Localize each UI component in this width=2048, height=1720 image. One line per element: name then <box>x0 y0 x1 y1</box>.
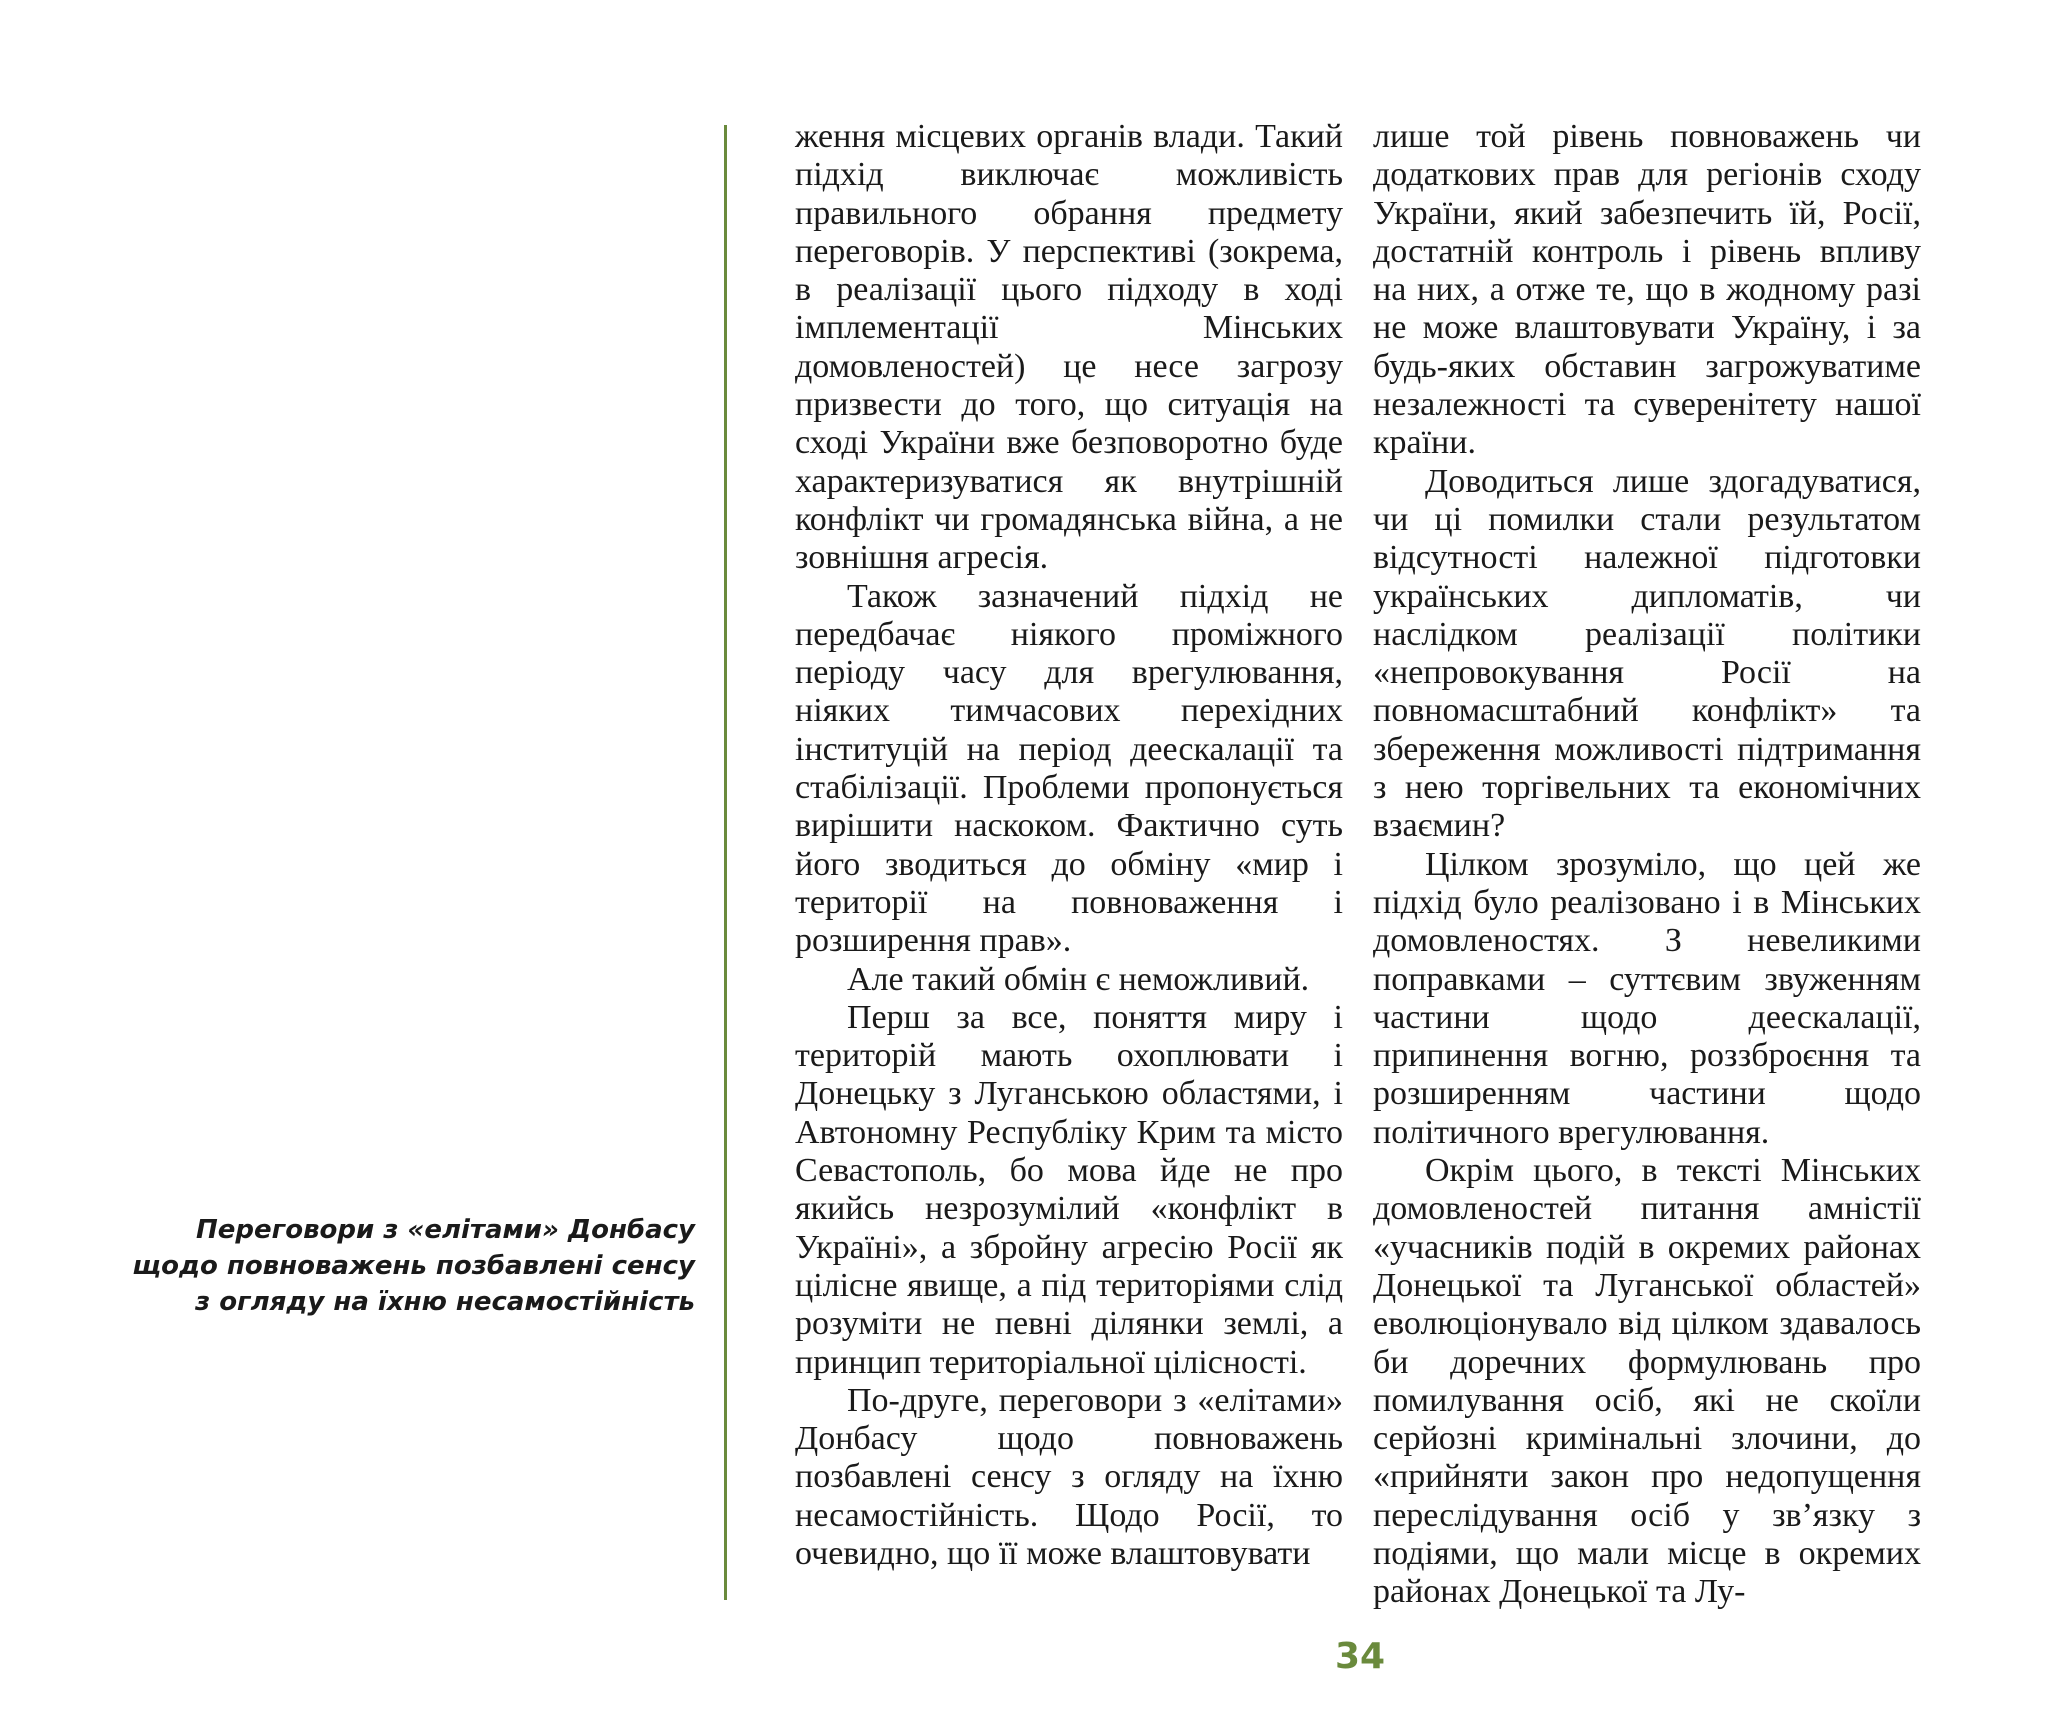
paragraph: По-друге, переговори з «елітами» Донбасу щодо повноважень позбавлені сенсу з огляду на їхню несамостійність. Щодо Росії, то очевидно, що її може влаштовувати <box>795 1381 1343 1572</box>
paragraph: Також зазначений підхід не передбачає ніякого проміжного періоду часу для врегулювання, ніяких тимчасових перехідних інституцій на період деескалації та стабілізації. Проблеми пропонується вирішити наскоком. Фактично суть його зводиться до обміну «мир і території на повноваження і розширення прав». <box>795 577 1343 960</box>
paragraph: ження місцевих органів влади. Такий підхід виключає можливість правильного обрання предмету переговорів. У перспективі (зокрема, в реалізації цього підходу в ході імплементації Мінських домовленостей) це несе загрозу призвести до того, що ситуація на сході України вже безповоротно буде характеризуватися як внутрішній конфлікт чи громадянська війна, а не зовнішня агресія. <box>795 118 1343 577</box>
paragraph: Доводиться лише здогадуватися, чи ці помилки стали результатом відсутності належної підготовки українських дипломатів, чи наслідком реалізації політики «непровокування Росії на повномасштабний конфлікт» та збереження можливості підтримання з нею торгівельних та економічних взаємин? <box>1373 462 1921 845</box>
text-column-right <box>1373 118 1921 1612</box>
column-divider <box>724 125 727 1600</box>
page-number: 34 <box>1335 1636 1386 1677</box>
paragraph: Але такий обмін є неможливий. <box>847 960 1310 998</box>
paragraph: Перш за все, поняття миру і територій мають охоплювати і Донецьку з Луганською областями, і Автономну Республіку Крим та місто Севастополь, бо мова йде не про якийсь незрозумілий «конфлікт в Україні», а збройну агресію Росії як цілісне явище, а під територіями слід розуміти не певні ділянки землі, а принцип територіальної цілісності. <box>795 998 1343 1381</box>
paragraph: лише той рівень повноважень чи додаткових прав для регіонів сходу України, який забезпечить їй, Росії, достатній контроль і рівень впливу на них, а отже те, що в жодному разі не може влаштовувати Україну, і за будь-яких обставин загрожуватиме незалежності та суверенітету нашої країни. <box>1373 118 1921 462</box>
pull-quote-line: щодо повноважень позбавлені сенсу <box>132 1251 695 1281</box>
pull-quote <box>120 1212 695 1320</box>
paragraph: Цілком зрозуміло, що цей же підхід було реалізовано і в Мінських домовленостях. З невеликими поправками – суттєвим звуженням частини щодо деескалації, припинення вогню, роззброєння та розширенням частини щодо політичного врегулювання. <box>1373 845 1921 1151</box>
pull-quote-line: Переговори з «елітами» Донбасу <box>195 1215 695 1245</box>
text-column-left <box>795 118 1343 1573</box>
paragraph: Окрім цього, в тексті Мінських домовленостей питання амністії «учасників подій в окремих районах Донецької та Луганської областей» еволюціонувало від цілком здавалось би доречних формулювань про помилування осіб, які не скоїли серйозні кримінальні злочини, до «прийняти закон про недопущення переслідування осіб у зв’язку з подіями, що мали місце в окремих районах Донецької та Лу- <box>1373 1152 1921 1611</box>
pull-quote-line: з огляду на їхню несамостійність <box>195 1287 695 1317</box>
